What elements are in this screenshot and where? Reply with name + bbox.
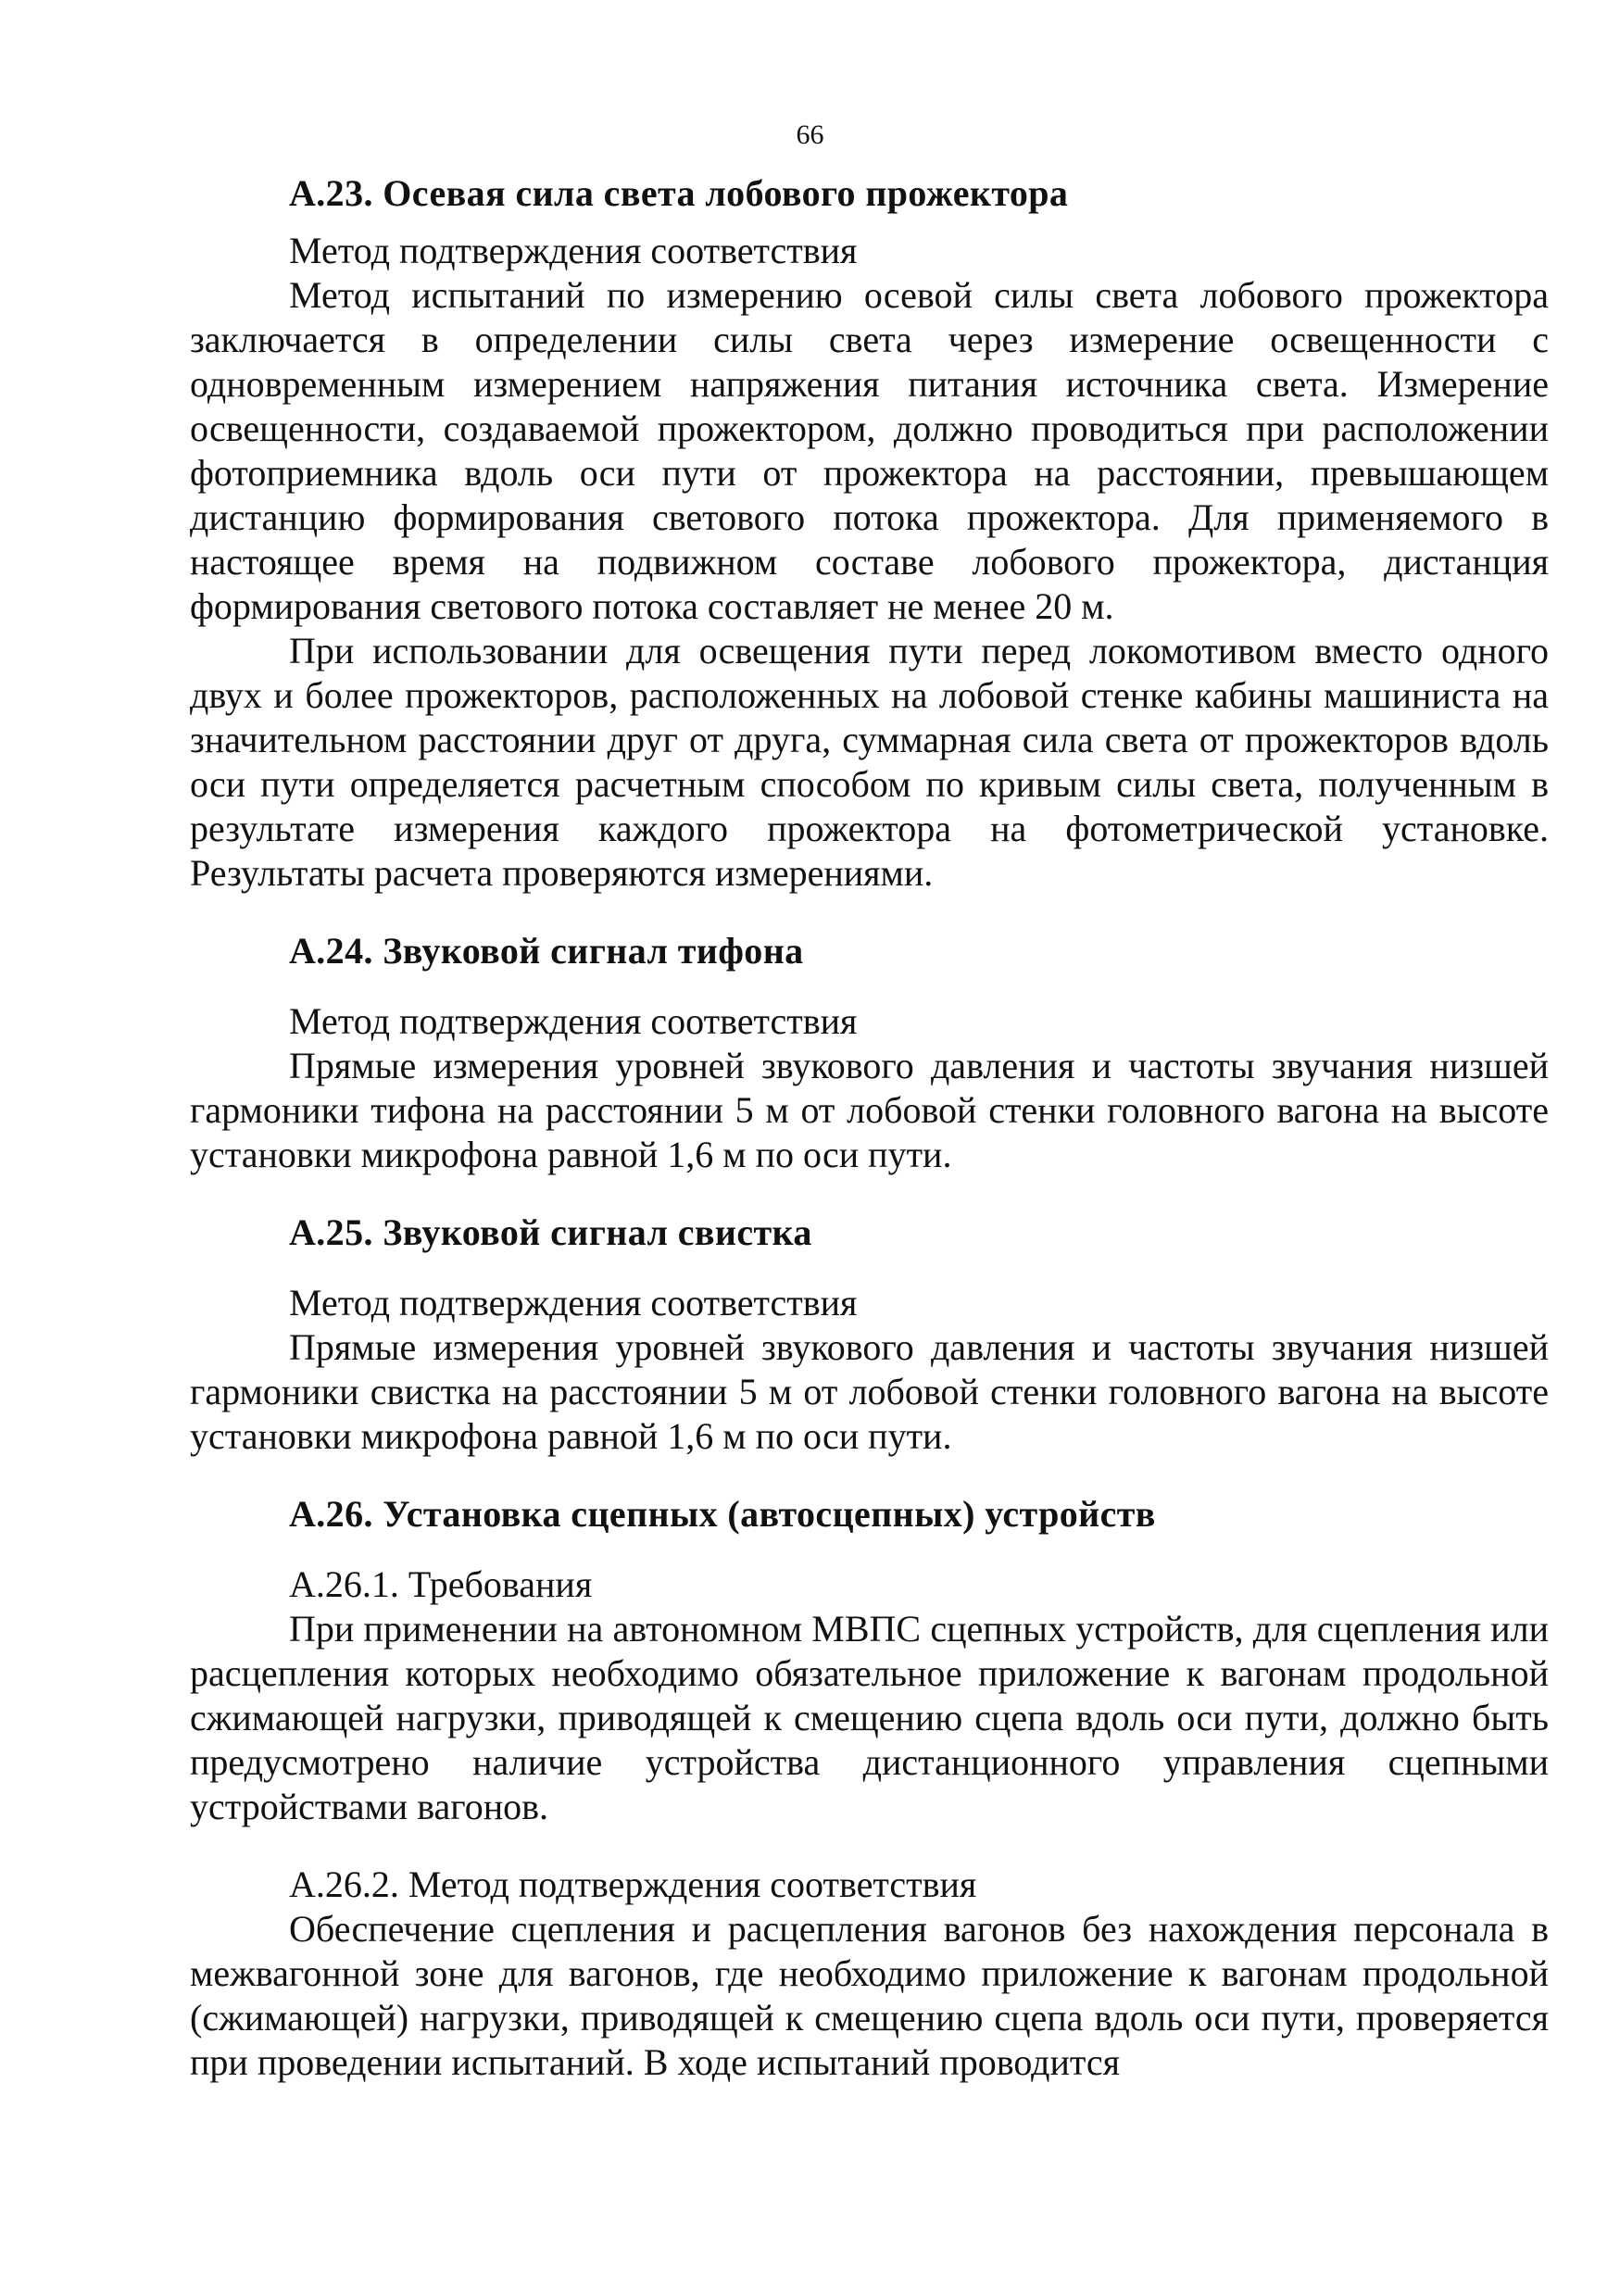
section-a26-2-paragraph: Обеспечение сцепления и расцепления вагонов без нахождения персонала в межвагонной зоне для вагонов, где необходимо приложение к вагонам продольной (сжимающей) нагрузки, приводящей к смещению сцепа вдоль оси пути, проверяется при проведении испытаний. В ходе испытаний проводится (190, 1908, 1549, 2083)
spacer (190, 1829, 1549, 1863)
spacer (190, 1255, 1549, 1281)
spacer (190, 1537, 1549, 1562)
section-a24-paragraph-1: Прямые измерения уровней звукового давления и частоты звучания низшей гармоники тифона на расстоянии 5 м от лобовой стенки головного вагона на высоте установки микрофона равной 1,6 м по оси пути. (190, 1045, 1549, 1175)
section-a26-2-title: А.26.2. Метод подтверждения соответствия (289, 1863, 977, 1905)
section-a23-paragraph-1: Метод испытаний по измерению осевой силы света лобового прожектора заключается в определении силы света через измерение освещенности с одновременным измерением напряжения питания источника света. Измерение освещенности, создаваемой прожектором, должно проводиться при расположении фотоприемника вдоль оси пути от прожектора на расстоянии, превышающем дистанцию формирования светового потока прожектора. Для применяемого в настоящее время на подвижном составе лобового прожектора, дистанция формирования светового потока составляет не менее 20 м. (190, 274, 1549, 627)
section-a25-paragraph-1: Прямые измерения уровней звукового давления и частоты звучания низшей гармоники свистка на расстоянии 5 м от лобовой стенки головного вагона на высоте установки микрофона равной 1,6 м по оси пути. (190, 1326, 1549, 1457)
section-a24 (190, 929, 1549, 1177)
spacer (190, 896, 1549, 929)
section-a26-1-paragraph: При применении на автономном МВПС сцепных устройств, для сцепления или расцепления которых необходимо обязательное приложение к вагонам продольной сжимающей нагрузки, приводящей к смещению сцепа вдоль оси пути, должно быть предусмотрено наличие устройства дистанционного управления сцепными устройствами вагонов. (190, 1608, 1549, 1827)
section-a26-heading: А.26. Установка сцепных (автосцепных) устройств (289, 1493, 1156, 1535)
spacer (190, 1177, 1549, 1211)
spacer (190, 1459, 1549, 1492)
page-number: 66 (796, 119, 824, 150)
section-a23-method-title: Метод подтверждения соответствия (289, 230, 858, 271)
section-a23-paragraph-2: При использовании для освещения пути перед локомотивом вместо одного двух и более прожекторов, расположенных на лобовой стенке кабины машиниста на значительном расстоянии друг от друга, суммарная сила света от прожекторов вдоль оси пути определяется расчетным способом по кривым силы света, полученным в результате измерения каждого прожектора на фотометрической установке. Результаты расчета проверяются измерениями. (190, 630, 1549, 894)
spacer (190, 216, 1549, 229)
spacer (190, 973, 1549, 999)
section-a24-method-title: Метод подтверждения соответствия (289, 1000, 858, 1042)
section-a24-heading: А.24. Звуковой сигнал тифона (289, 930, 804, 972)
section-a26 (190, 1492, 1549, 2085)
section-a23-heading: А.23. Осевая сила света лобового прожектора (289, 172, 1069, 214)
section-a25-heading: А.25. Звуковой сигнал свистка (289, 1211, 812, 1253)
section-a23 (190, 171, 1549, 896)
section-a26-1-title: А.26.1. Требования (289, 1563, 593, 1605)
section-a25 (190, 1211, 1549, 1459)
page-content (190, 171, 1549, 2085)
section-a25-method-title: Метод подтверждения соответствия (289, 1282, 858, 1324)
